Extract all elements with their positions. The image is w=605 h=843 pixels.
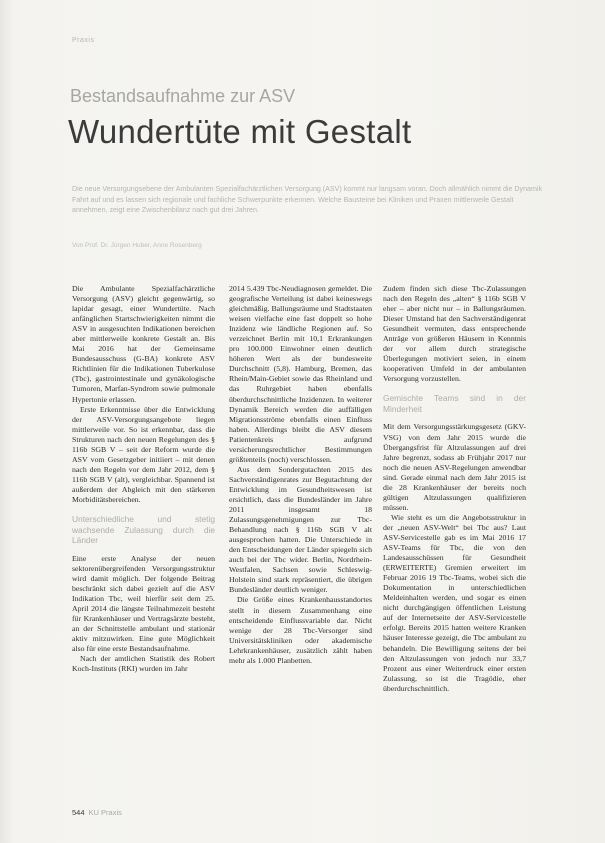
body-paragraph: Erste Erkenntnisse über die Entwicklung der ASV-Versorgungsangebote liegen mittlerweile vor. So ist erkennbar, dass die Strukturen nach den neuen Regelungen des § 116b SGB V – seit der Reform wurde die ASV vom Gesetzgeber initiiert – mit denen nach den Regeln vor dem Jahr 2012, dem § 116b SGB V (alt), vergleichbar. Spannend ist außerdem der Abgleich mit den stärkeren Morbiditätsbereichen. — [72, 404, 215, 504]
body-paragraph: Zudem finden sich diese Tbc-Zulassungen nach den Regeln des „alten“ § 116b SGB V eher – aber nicht nur – in Ballungsräumen. Dieser Umstand hat den Sachverständigenrat Gesundheit vermuten, dass entsprechende Anträge von größeren Häusern in Kenntnis der vor allem durch strategische Überlegungen motiviert seien, in einem kooperativen Umfeld in der ambulanten Versorgung vorzustellen. — [383, 284, 526, 384]
body-paragraph: Nach der amtlichen Statistik des Robert Koch-Instituts (RKI) wurden im Jahr — [72, 654, 215, 674]
body-paragraph: Die Größe eines Krankenhausstandortes stellt in diesem Zusammenhang eine entscheidende Einflussvariable dar. Nicht wenige der 28 Tbc-Versorger sind Universitätskliniken oder akademische Lehrkrankenhäuser, zusätzlich zählt haben mehr als 1.000 Planbetten. — [229, 595, 372, 665]
text-column-1 — [72, 284, 215, 674]
body-paragraph: Aus dem Sondergutachten 2015 des Sachverständigenrates zur Begutachtung der Entwicklung im Gesundheitswesen ist ersichtlich, dass die Bundesländer im Jahre 2011 insgesamt 18 Zulassungsgenehmigungen zur Tbc-Behandlung nach § 116b SGB V alt ausgesprochen hatten. Die Unterschiede in den Entscheidungen der Länder spiegeln sich auch bei der Tbc wider. Berlin, Nordrhein-Westfalen, Sachsen sowie Schleswig-Holstein sind stark repräsentiert, die übrigen Bundesländer deutlich weniger. — [229, 464, 372, 595]
body-paragraph: 2014 5.439 Tbc-Neudiagnosen gemeldet. Die geografische Verteilung ist dabei keineswegs gleichmäßig. Ballungsräume und Stadtstaaten weisen vielfache eine fast doppelt so hohe Inzidenz wie ländliche Regionen auf. So verzeichnet Berlin mit 10,1 Erkrankungen pro 100.000 Einwohner einen deutlich höheren Wert als der bundesweite Durchschnitt (5,8). Hamburg, Bremen, das Rhein/Main-Gebiet sowie das Rheinland und das Ruhrgebiet haben ebenfalls überdurchschnittliche Inzidenzen. In weiterer Dynamik Bereich werden die auffälligen Migrationsströme ebenfalls einen Einfluss haben. Allerdings bleibt die ASV diesem Patientenkreis aufgrund versicherungsrechtlicher Bestimmungen größtenteils (noch) verschlossen. — [229, 284, 372, 464]
article-lead: Die neue Versorgungsebene der Ambulanten Spezialfachärztlichen Versorgung (ASV) kommt nur langsam voran. Doch allmählich nimmt die Dynamik Fahrt auf und es lassen sich regionale und fachliche Schwerpunkte erkennen. Welche Bausteine bei Kliniken und Praxen mittlerweile Gestalt annehmen, zeigt eine Zwischenbilanz nach gut drei Jahren. — [72, 185, 543, 215]
article-kicker: Bestandsaufnahme zur ASV — [70, 86, 296, 106]
body-paragraph: Eine erste Analyse der neuen sektorenübergreifenden Versorgungsstruktur wird damit möglich. Der folgende Beitrag beschränkt sich dabei gezielt auf die ASV Indikation Tbc, weil hierfür seit dem 25. April 2014 die längste Teilnahmezeit besteht für Krankenhäuser und Vertragsärzte besteht, an der Schnittstelle ambulant und stationär aktiv mitzuwirken. Eine gute Möglichkeit also für eine erste Bestandsaufnahme. — [72, 553, 215, 653]
magazine-name: KU Praxis — [88, 808, 122, 817]
body-paragraph: Wie steht es um die Angebotsstruktur in der „neuen ASV-Welt“ bei Tbc aus? Laut ASV-Servicestelle gab es im Mai 2016 17 ASV-Teams für Tbc, die von den Landesausschüssen für Gesundheit (ERWEITERTE) Gremien erweitert im Februar 2016 19 Tbc-Teams, wobei sich die Dokumentation in unterschiedlichen Meldeinhalten werden, und sogar es einen nicht durchgängigen öffentlichen Leistung auf der Internetseite der ASV-Servicestelle erfolgt. Bereits 2015 hatten weitere Kranken häuser Interesse gezeigt, die Tbc ambulant zu behandeln. Die Bewilligung seitens der bei den Altzulassungen von jedoch nur 33,7 Prozent aus einer Weiterdruck einer ersten Zulassung, so ist die Tragödie, eher überdurchschnittlich. — [383, 512, 526, 693]
body-paragraph: Die Ambulante Spezialfachärztliche Versorgung (ASV) gleicht gegenwärtig, so lapidar gesagt, einer Wundertüte. Nach anfänglichen Startschwierigkeiten nimmt die ASV in ausgesuchten Indikationen bereichen aber mittlerweile konkrete Gestalt an. Bis Mai 2016 hat der Gemeinsame Bundesausschuss (G-BA) konkrete ASV Richtlinien für die Indikationen Tuberkulose (Tbc), gastrointestinale und gynäkologische Tumoren, Marfan-Syndrom sowie pulmonale Hypertonie erlassen. — [72, 284, 215, 404]
page-number: 544 — [72, 808, 85, 817]
article-byline: Von Prof. Dr. Jürgen Huber, Anne Rosenberg — [72, 242, 202, 249]
text-column-2 — [229, 284, 372, 666]
subheading: Unterschiedliche und stetig wachsende Zulassung durch die Länder — [72, 514, 215, 546]
subheading: Gemischte Teams sind in der Minderheit — [383, 393, 526, 414]
body-paragraph: Mit dem Versorgungsstärkungsgesetz (GKV-VSG) von dem Jahr 2015 wurde die Übergangsfrist für Altzulassungen auf drei Jahre begrenzt, sodass ab Frühjahr 2017 nur noch die neuen ASV-Regelungen anwendbar sind. Gerade einmal nach dem Jahr 2015 ist die 28 Krankenhäuser der bereits noch gültigen Altzulassungen qualifizieren müssen. — [383, 422, 526, 512]
text-column-3 — [383, 284, 526, 694]
section-rubric: Praxis — [72, 37, 95, 44]
article-title: Wundertüte mit Gestalt — [68, 113, 412, 150]
page-footer — [72, 808, 122, 817]
